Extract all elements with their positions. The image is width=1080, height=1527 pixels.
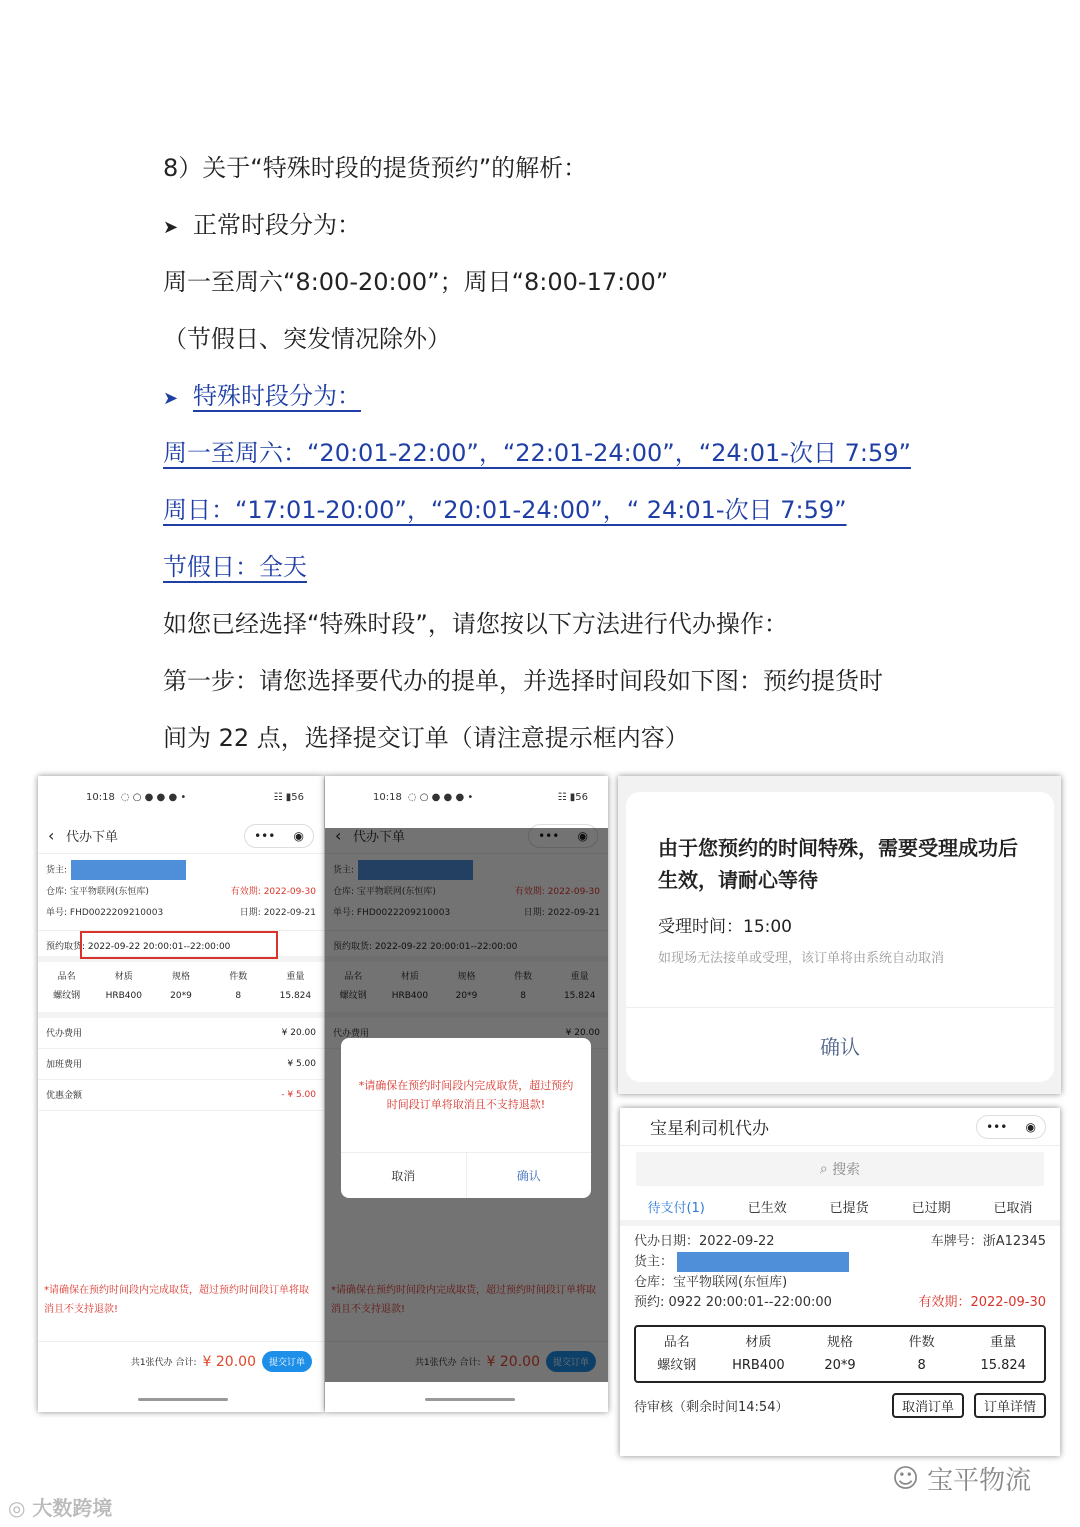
modal-note: 如现场无法接单或受理，该订单将由系统自动取消 xyxy=(658,951,945,966)
normal-period-heading: ➤ 正常时段分为： xyxy=(163,197,943,254)
normal-period-weekday: 周一至周六“8:00-20:00”；周日“8:00-17:00” xyxy=(163,268,669,296)
status-tabs xyxy=(620,1192,1060,1226)
normal-period-exception: （节假日、突发情况除外） xyxy=(163,325,451,353)
redacted-mask xyxy=(71,860,186,880)
wechat-icon: ☺ xyxy=(892,1463,920,1494)
goods-table: 品名 材质 规格 件数 重量 螺纹钢 HRB400 20*9 8 15.824 xyxy=(634,1325,1046,1383)
nav-title: 宝星利司机代办 xyxy=(650,1119,769,1139)
special-period-holiday: 节假日：全天 xyxy=(163,553,307,581)
search-icon: ⌕ xyxy=(819,1161,833,1177)
tab-pending-payment[interactable]: 待支付(1) xyxy=(647,1200,705,1216)
instruction-intro: 如您已经选择“特殊时段”，请您按以下方法进行代办操作： xyxy=(163,610,788,638)
tab-picked-up[interactable]: 已提货 xyxy=(829,1200,869,1216)
order-card: 代办日期：2022-09-22 车牌号：浙A12345 货主： 仓库：宝平物联网(东恒库) 预约: 0922 20:00:01--22:00:00 有效期：2022-09-30 xyxy=(634,1234,1046,1310)
screenshot-order-list xyxy=(620,1108,1060,1456)
capsule-menu[interactable] xyxy=(976,1115,1046,1139)
fee-row: 加班费用 ¥ 5.00 xyxy=(38,1049,324,1080)
status-bar: 10:18 ◌ ○ ● ● ● • ☷ ▮56 xyxy=(373,791,588,803)
bullet-arrow-icon: ➤ xyxy=(163,217,179,238)
modal-title: 由于您预约的时间特殊，需要受理成功后生效，请耐心等待 xyxy=(658,836,1018,892)
capsule-menu[interactable] xyxy=(244,824,314,848)
close-circle-icon[interactable]: ◉ xyxy=(293,828,304,843)
screenshot-order-form xyxy=(38,776,324,1412)
warning-text: *请确保在预约时间段内完成取货，超过预约时间段订单将取消且不支持退款! xyxy=(44,1285,309,1315)
highlight-box xyxy=(80,931,278,959)
nav-bar xyxy=(620,1108,1060,1146)
dialog-cancel-button[interactable]: 取消 xyxy=(341,1153,467,1198)
redacted-mask xyxy=(677,1252,849,1272)
screenshot-notice-modal xyxy=(618,776,1061,1094)
dialog-message: *请确保在预约时间段内完成取货，超过预约时间段订单将取消且不支持退款! xyxy=(341,1038,591,1153)
home-indicator xyxy=(425,1398,515,1401)
watermark: ◎ 大数跨境 xyxy=(8,1496,113,1520)
section-heading: 8）关于“特殊时段的提货预约”的解析： xyxy=(163,154,588,182)
document-text xyxy=(163,140,943,767)
order-detail-button[interactable]: 订单详情 xyxy=(974,1393,1046,1418)
step-one-line2: 间为 22 点，选择提交订单（请注意提示框内容） xyxy=(163,724,689,752)
footer-bar: 共1张代办 合计: ¥ 20.00 提交订单 xyxy=(38,1341,324,1381)
special-period-heading: ➤ 特殊时段分为： xyxy=(163,368,943,425)
home-indicator xyxy=(138,1398,228,1401)
brand-mark: ☺ 宝平物流 xyxy=(892,1463,1032,1496)
goods-table: 品名 材质 规格 件数 重量 螺纹钢 HRB400 20*9 8 15.824 xyxy=(38,962,324,1018)
fee-row: 优惠金额 - ¥ 5.00 xyxy=(38,1080,324,1111)
search-input[interactable]: ⌕ 搜索 xyxy=(636,1152,1044,1186)
nav-bar xyxy=(38,818,324,854)
back-icon[interactable]: ‹ xyxy=(48,826,55,845)
close-circle-icon[interactable]: ◉ xyxy=(1025,1119,1036,1134)
notice-modal xyxy=(626,792,1054,1082)
special-period-weekday: 周一至周六：“20:01-22:00”，“22:01-24:00”，“24:01-次日 7:59” xyxy=(163,439,911,467)
screenshot-confirm-dialog xyxy=(325,776,608,1412)
order-status: 待审核（剩余时间14:54） xyxy=(634,1400,789,1415)
watermark-logo-icon: ◎ xyxy=(8,1496,26,1520)
accept-time: 受理时间：15:00 xyxy=(658,917,792,937)
tab-effective[interactable]: 已生效 xyxy=(747,1200,787,1216)
order-info: 货主: 仓库: 宝平物联网(东恒库) 有效期: 2022-09-30 单号: FHD0022209210003 日期: 2022-09-21 xyxy=(38,854,324,930)
tab-expired[interactable]: 已过期 xyxy=(911,1200,951,1216)
pickup-time-row[interactable]: 预约取货: 2022-09-22 20:00:01--22:00:00 xyxy=(38,930,324,962)
dialog-confirm-button[interactable]: 确认 xyxy=(516,1169,541,1183)
nav-title: 代办下单 xyxy=(66,830,119,845)
fee-row: 代办费用 ¥ 20.00 xyxy=(38,1018,324,1049)
cancel-order-button[interactable]: 取消订单 xyxy=(892,1393,964,1418)
special-period-sunday: 周日：“17:01-20:00”，“20:01-24:00”，“ 24:01-次日 7:59” xyxy=(163,496,847,524)
submit-order-button[interactable]: 提交订单 xyxy=(262,1351,312,1372)
card-footer xyxy=(620,1389,1060,1423)
more-icon[interactable]: ••• xyxy=(254,828,276,843)
modal-confirm-button[interactable]: 确认 xyxy=(626,1007,1054,1082)
confirm-dialog xyxy=(341,1038,591,1198)
more-icon[interactable]: ••• xyxy=(986,1119,1008,1134)
step-one-line1: 第一步：请您选择要代办的提单，并选择时间段如下图：预约提货时 xyxy=(163,667,883,695)
status-bar: 10:18 ◌ ○ ● ● ● • ☷ ▮56 xyxy=(86,791,304,803)
tab-cancelled[interactable]: 已取消 xyxy=(993,1200,1033,1216)
bullet-arrow-icon: ➤ xyxy=(163,388,179,409)
